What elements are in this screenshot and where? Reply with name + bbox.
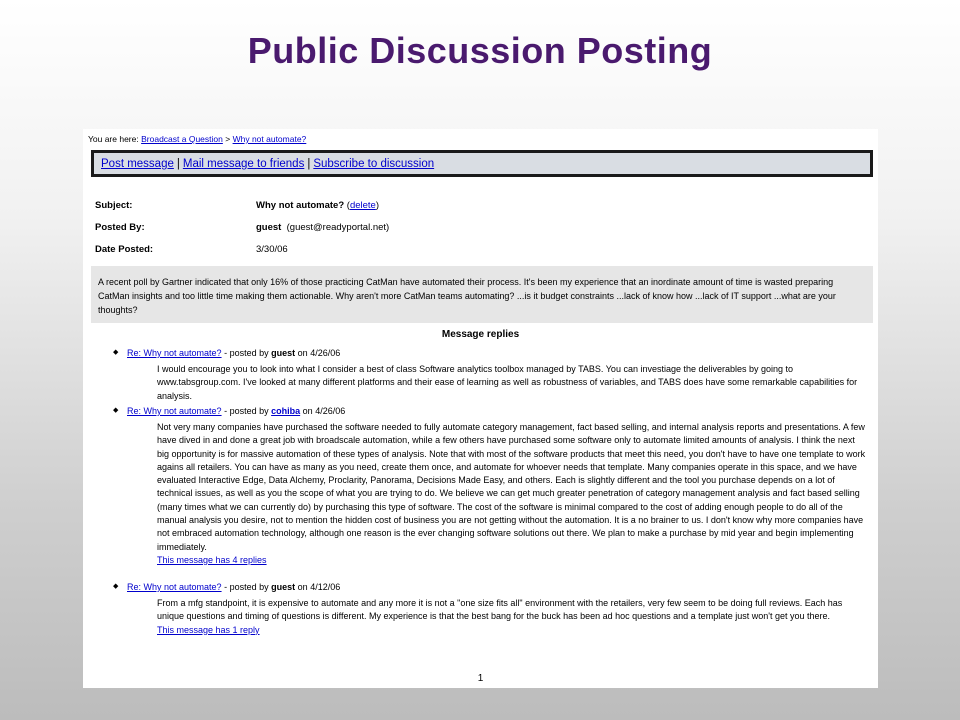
forum-screenshot [83, 129, 878, 688]
reply-author: guest [271, 582, 296, 592]
reply-date-prefix: on [297, 348, 308, 358]
delete-link[interactable]: delete [349, 200, 376, 211]
delete-paren: ( [346, 200, 350, 211]
posted-by-value [256, 222, 389, 233]
reply-posted-by: - posted by [224, 348, 269, 358]
action-toolbar [91, 150, 873, 177]
toolbar-divider: | [176, 158, 180, 170]
replies-heading: Message replies [441, 329, 520, 340]
bullet-icon: ◆ [113, 583, 119, 590]
breadcrumb-separator: > [225, 134, 231, 144]
reply-text: I would encourage you to look into what I consider a best of class Software analytics toolbox managed by TABS. You can investiage the deliverables by going to www.tabsgroup.com. I've looked at many different platforms and their ease of learning as well as robustness of variables, and TABS does have some remarkable capabilities for analysis. [157, 364, 858, 401]
message-body: A recent poll by Gartner indicated that only 16% of those practicing CatMan have automated their process. It's been my experience that an inordinate amount of time is wasted preparing CatMan insights and too little time making them actionable. Why aren't more CatMan teams automating? ...is it budget constraints ...lack of know how ...lack of IT support ...what are your thoughts? [91, 266, 873, 323]
posted-by-author: guest [256, 222, 282, 233]
bullet-icon: ◆ [113, 407, 119, 414]
reply-header [127, 582, 340, 592]
reply-date: 4/12/06 [310, 582, 341, 592]
breadcrumb-link-broadcast[interactable]: Broadcast a Question [141, 134, 223, 144]
date-value: 3/30/06 [256, 244, 288, 255]
slide-title: Public Discussion Posting [247, 30, 713, 71]
reply-text-body: From a mfg standpoint, it is expensive to automate and any more it is not a "one size fits all" environment with the retailers, very few seem to be doing full reviews. Each has unique questions and timing of questions is different. My experience is that the best bang for the buck has been ad hoc questions and a template just won't get you there. [157, 598, 843, 622]
reply-count-link[interactable]: This message has 4 replies [157, 554, 267, 565]
post-message-link[interactable]: Post message [101, 158, 174, 170]
toolbar-divider: | [307, 158, 311, 170]
bullet-icon: ◆ [113, 349, 119, 356]
posted-by-label: Posted By: [95, 222, 145, 233]
reply-count-link[interactable]: This message has 1 reply [157, 624, 260, 635]
breadcrumb [88, 134, 306, 144]
reply-text-body: Not very many companies have purchased the software needed to fully automate category management, fact based selling, and internal analysis reports and presentations. A few have dived in and done a great job with broadscale automation, while a few others have purchased some software only to automate limited amounts of analysis. I think the next big opportunity is for massive automation of these types of analysis. Note that with most of the software products that meet this need, you don't have to have one template to work agains all retailers. You can have as many as you need, create them once, and automate for whoever needs that template. Many companies operate in this space, and we have evaluated Interactive Edge, Data Alchemy, Proclarity, Panorama, Decisions Made Easy, and others. Each is slightly different and the tool you purchase depends on a lot of technical issues, as well as you the scope of what you are trying to do. We believe we can get much greater penetration of category management analysis and fact based selling (many times what we can currently do) by purchasing this type of software. The cost of the software is minimal compared to the cost of adding enough people to do all of the manual analysis you desire, not to mention the hidden cost of business you are not getting without the automation. It is a no brainer to us. I don't know why more companies have not embraced automation technology, although one reason is the ever changing software solutions out there. We plan to make a purchase by mid year and begin implementing immediately. [157, 422, 866, 552]
subject-text: Why not automate? [256, 200, 345, 211]
reply-author-link[interactable]: cohiba [271, 406, 301, 416]
reply-title-link[interactable]: Re: Why not automate? [127, 406, 222, 416]
reply-posted-by: - posted by [224, 406, 269, 416]
delete-paren: ) [375, 200, 380, 211]
reply-date: 4/26/06 [315, 406, 346, 416]
page-number: 1 [477, 673, 484, 684]
breadcrumb-link-current[interactable]: Why not automate? [232, 134, 307, 144]
reply-date-prefix: on [297, 582, 308, 592]
subject-label: Subject: [95, 200, 133, 211]
reply-title-link[interactable]: Re: Why not automate? [127, 348, 222, 358]
reply-text [157, 597, 867, 637]
reply-text [157, 421, 867, 567]
breadcrumb-prefix: You are here: [88, 134, 139, 144]
reply-date-prefix: on [302, 406, 313, 416]
posted-by-email: (guest@readyportal.net) [286, 222, 390, 233]
reply-date: 4/26/06 [310, 348, 341, 358]
reply-title-link[interactable]: Re: Why not automate? [127, 582, 222, 592]
mail-friends-link[interactable]: Mail message to friends [182, 158, 305, 170]
reply-header [127, 406, 345, 416]
reply-header [127, 348, 340, 358]
reply-posted-by: - posted by [224, 582, 269, 592]
date-label: Date Posted: [95, 244, 154, 255]
subscribe-link[interactable]: Subscribe to discussion [313, 158, 435, 170]
reply-author: guest [271, 348, 296, 358]
subject-value [256, 200, 379, 211]
